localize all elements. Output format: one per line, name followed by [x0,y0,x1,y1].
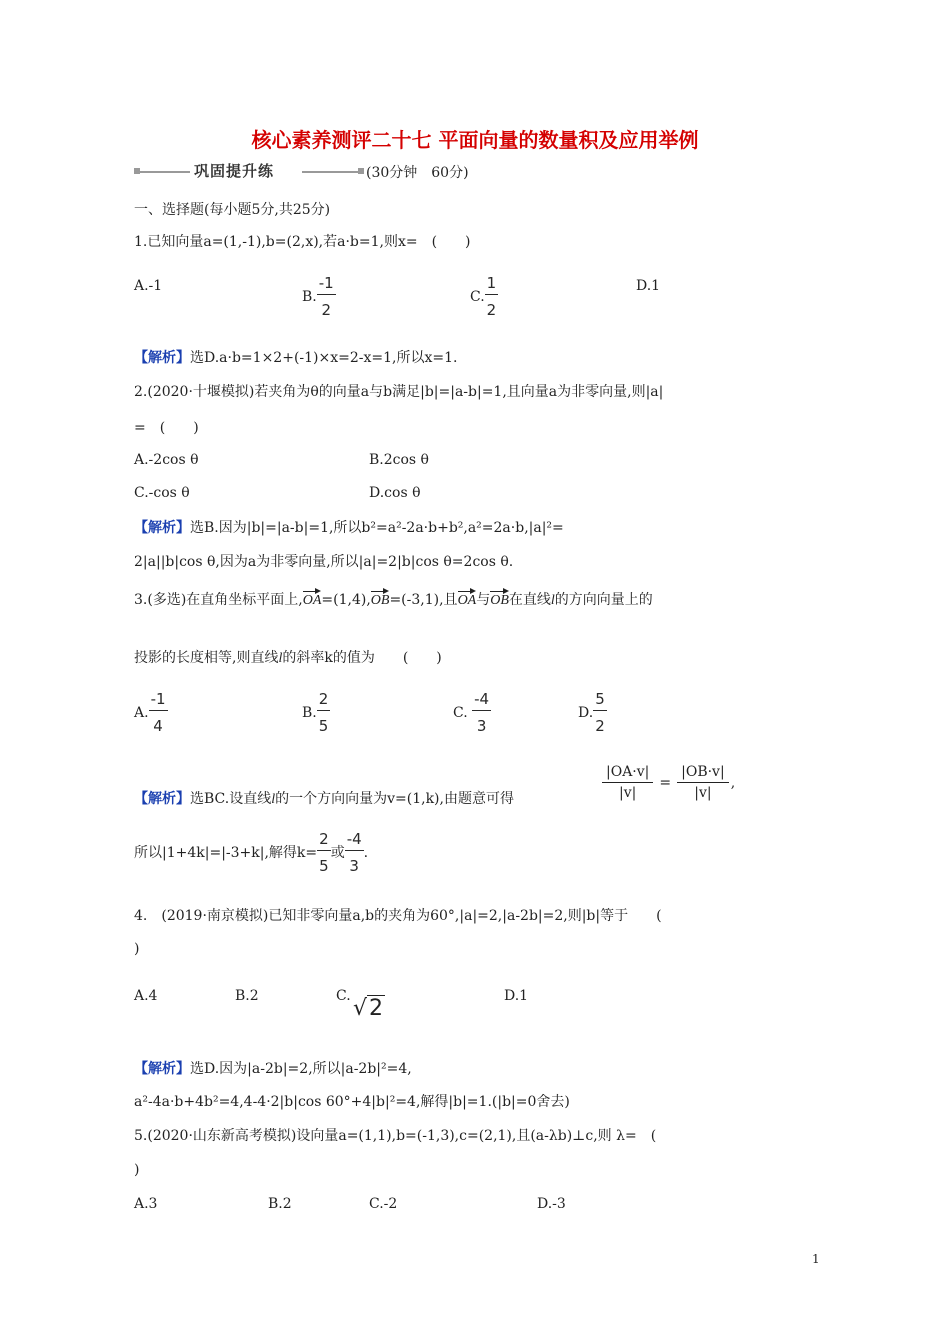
q1-option-c-prefix: C. [470,289,485,305]
q4-option-b: B.2 [235,988,259,1004]
q3-stem-line1 [134,589,653,609]
q3-answer-line2-a: 所以|1+4k|=|-3+k|,解得k= [134,845,318,861]
q3-option-d-num: 5 [593,692,607,711]
q3-stem-line2 [134,647,442,667]
page-title: 核心素养测评二十七 平面向量的数量积及应用举例 [251,128,699,152]
section-label: 巩固提升练 [194,162,275,180]
q4-stem-line2: ) [134,941,140,957]
q3-option-c [453,692,491,734]
q1-option-c [470,276,498,318]
q5-stem-line2: ) [134,1162,140,1178]
q5-option-b: B.2 [268,1196,292,1212]
q3-option-a-fraction [149,692,168,734]
q5-option-d: D.-3 [537,1196,566,1212]
vector-oa: OA [302,593,322,608]
vector-oa-2: OA [457,593,477,608]
section-header [134,160,494,184]
q4-option-c [336,988,384,1021]
vector-ob-2: OB [490,593,509,608]
q3-stem-part-d: 与 [476,592,491,608]
q1-option-c-den: 2 [486,301,497,319]
q3-f2-num: |OB·v| [677,764,729,783]
q4-stem-line1: 4. (2019·南京模拟)已知非零向量a,b的夹角为60°,|a|=2,|a-2b|=2,则|b|等于 ( [134,908,662,924]
q3-stem-part-e: 在直线 [508,592,551,608]
q3-k2-num: -4 [345,832,364,851]
q2-answer-tag: 【解析】 [134,520,190,536]
section-rule-left [140,171,190,173]
q4-option-d: D.1 [504,988,529,1004]
q3-option-d [578,692,607,734]
q3-stem2-part-a: 投影的长度相等,则直线 [134,650,279,666]
q3-k1-num: 2 [317,832,331,851]
q4-answer-line1 [134,1058,412,1078]
q3-equals: = [659,774,672,791]
q1-option-b-num: -1 [317,276,336,295]
q3-option-c-den: 3 [476,717,487,735]
q3-option-b-prefix: B. [302,705,317,721]
q1-stem: 1.已知向量a=(1,-1),b=(2,x),若a·b=1,则x= ( ) [134,234,471,250]
q3-option-a-den: 4 [153,717,163,735]
q3-option-d-fraction [593,692,607,734]
q3-k2-fraction [345,832,364,874]
sqrt-radicand: 2 [369,996,384,1021]
q3-projection-fraction-2 [677,764,729,801]
q2-stem-line2: = ( ) [134,420,199,436]
q5-option-a: A.3 [134,1196,158,1212]
q1-answer-tag: 【解析】 [134,350,190,366]
q4-answer-tag: 【解析】 [134,1061,190,1077]
q3-option-d-den: 2 [595,717,605,735]
q3-answer-line1 [134,788,514,808]
line-l: l [550,593,555,608]
q3-answer-or: 或 [330,845,345,861]
q2-answer-text1: 选B.因为|b|=|a-b|=1,所以b²=a²-2a·b+b²,a²=2a·b,|a|²= [190,520,564,536]
q3-f1-den: |v| [619,785,637,801]
section-time: (30分钟 60分) [366,165,469,181]
sqrt-symbol: √2 [353,996,384,1021]
q3-stem2-part-b: 的斜率k的值为 ( ) [282,650,442,666]
q3-stem-part-b: =(1,4), [321,592,371,608]
q4-option-a: A.4 [134,988,158,1004]
section-dot-right [358,168,364,174]
line-l-3: l [271,792,276,807]
q1-option-a: A.-1 [134,278,163,294]
q3-answer-text-a: 选BC.设直线 [190,791,272,807]
q5-stem-line1: 5.(2020·山东新高考模拟)设向量a=(1,1),b=(-1,3),c=(2,1),且(a-λb)⊥c,则 λ= ( [134,1128,657,1144]
q1-option-b [302,276,336,318]
q2-answer-line2: 2|a||b|cos θ,因为a为非零向量,所以|a|=2|b|cos θ=2cos θ. [134,554,514,570]
vector-ob: OB [370,593,390,608]
q1-answer [134,347,457,367]
q3-comma: , [730,774,736,791]
q2-answer-line1 [134,517,564,537]
section-rule-right [302,171,358,173]
q3-option-c-prefix: C. [453,705,468,721]
q3-option-a [134,692,168,734]
page-number: 1 [812,1252,820,1266]
q1-option-d: D.1 [636,278,661,294]
q3-k2-den: 3 [349,857,359,875]
q4-answer-text1: 选D.因为|a-2b|=2,所以|a-2b|²=4, [190,1061,412,1077]
q2-option-d: D.cos θ [369,485,421,501]
q3-k1-den: 5 [319,857,329,875]
line-l-2: l [278,651,283,666]
q1-option-c-fraction [485,276,499,318]
q3-option-b-num: 2 [317,692,331,711]
q2-stem-line1: 2.(2020·十堰模拟)若夹角为θ的向量a与b满足|b|=|a-b|=1,且向量a为非零向量,则|a| [134,384,664,400]
q3-option-c-fraction [472,692,491,734]
q1-option-b-prefix: B. [302,289,317,305]
q1-answer-text: 选D.a·b=1×2+(-1)×x=2-x=1,所以x=1. [190,350,458,366]
q3-option-c-num: -4 [472,692,491,711]
q3-answer-tag: 【解析】 [134,791,190,807]
q3-stem-part-a: 3.(多选)在直角坐标平面上, [134,592,303,608]
q3-projection-equation [602,764,735,801]
q3-k1-fraction [317,832,331,874]
q4-answer-line2: a²-4a·b+4b²=4,4-4·2|b|cos 60°+4|b|²=4,解得|b|=1.(|b|=0舍去) [134,1094,570,1110]
q3-stem-part-c: =(-3,1),且 [389,592,458,608]
q3-answer-text-b: 的一个方向向量为v=(1,k),由题意可得 [275,791,514,807]
q2-option-b: B.2cos θ [369,452,429,468]
q3-answer-line2 [134,832,368,874]
q3-option-a-num: -1 [149,692,168,711]
q3-f1-num: |OA·v| [602,764,653,783]
q3-option-b-den: 5 [318,717,329,735]
q3-stem-part-f: 的方向向量上的 [554,592,653,608]
q3-projection-fraction-1 [602,764,653,801]
q3-f2-den: |v| [694,785,712,801]
q3-answer-end: . [363,845,369,861]
q4-option-c-prefix: C. [336,988,351,1004]
q3-option-d-prefix: D. [578,705,594,721]
q3-option-b-fraction [317,692,331,734]
q2-option-a: A.-2cos θ [134,452,199,468]
q1-option-b-den: 2 [321,301,331,319]
q1-option-b-fraction [317,276,336,318]
part-heading: 一、选择题(每小题5分,共25分) [134,202,331,218]
q3-option-a-prefix: A. [134,705,149,721]
q3-option-b [302,692,330,734]
q2-option-c: C.-cos θ [134,485,190,501]
q1-option-c-num: 1 [485,276,499,295]
q5-option-c: C.-2 [369,1196,398,1212]
